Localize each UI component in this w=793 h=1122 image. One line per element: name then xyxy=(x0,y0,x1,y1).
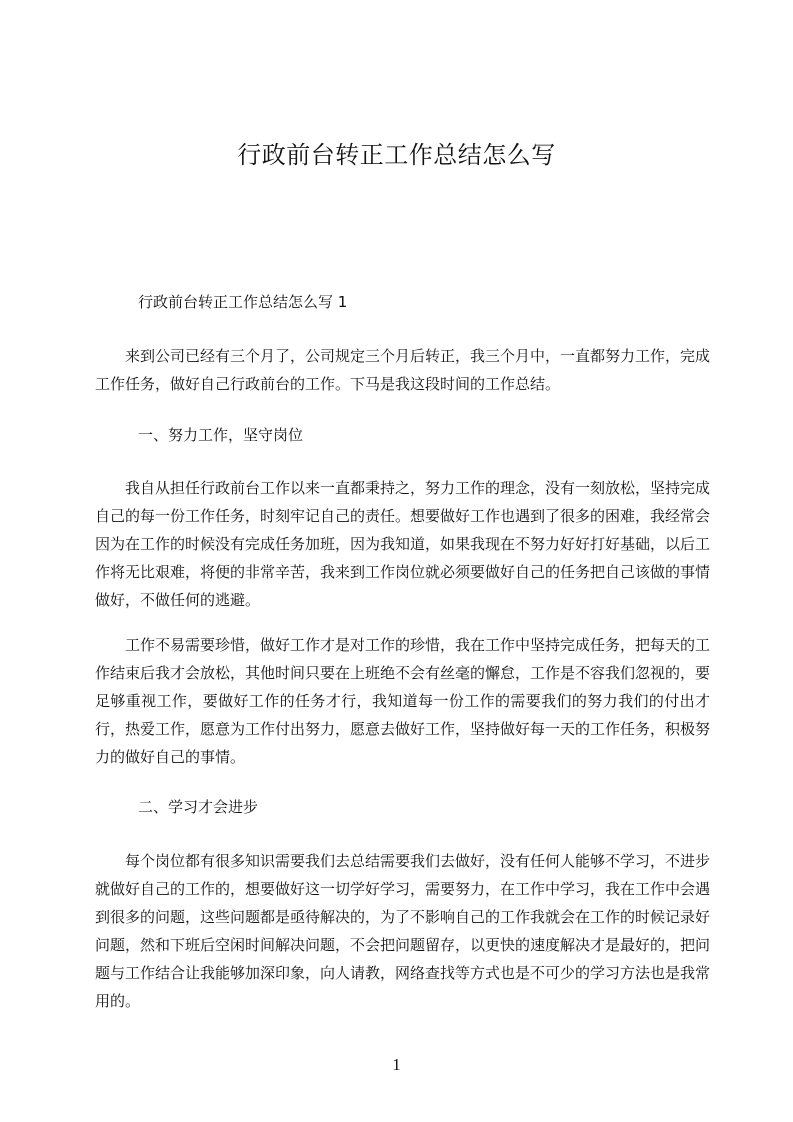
section-1-heading: 一、努力工作，坚守岗位 xyxy=(138,426,304,444)
section-1-paragraph-2: 工作不易需要珍惜，做好工作才是对工作的珍惜，我在工作中坚持完成任务，把每天的工作结束后我才会放松，其他时间只要在上班绝不会有丝毫的懈怠，工作是不容我们忽视的，要足够重视工作，要做好工作的任务才行，我知道每一份工作的需要我们的努力我们的付出才行，热爱工作，愿意为工作付出努力，愿意去做好工作，坚持做好每一天的工作任务，积极努力的做好自己的事情。 xyxy=(95,636,711,766)
section-2-paragraph-1: 每个岗位都有很多知识需要我们去总结需要我们去做好，没有任何人能够不学习，不进步就做好自己的工作的，想要做好这一切学好学习，需要努力，在工作中学习，我在工作中会遇到很多的问题，这些问题都是亟待解决的，为了不影响自己的工作我就会在工作的时候记录好问题，然和下班后空闲时间解决问题，不会把问题留存，以更快的速度解决才是最好的，把问题与工作结合让我能够加深印象，向人请教，网络查找等方式也是不可少的学习方法也是我常用的。 xyxy=(95,852,711,1010)
document-title: 行政前台转正工作总结怎么写 xyxy=(237,141,556,169)
intro-paragraph: 来到公司已经有三个月了，公司规定三个月后转正，我三个月中，一直都努力工作，完成工作任务，做好自己行政前台的工作。下马是我这段时间的工作总结。 xyxy=(95,347,711,393)
page-number: 1 xyxy=(392,1055,401,1074)
section-2-heading: 二、学习才会进步 xyxy=(138,798,259,816)
document-subtitle: 行政前台转正工作总结怎么写 1 xyxy=(138,293,348,311)
section-1-paragraph-1: 我自从担任行政前台工作以来一直都秉持之，努力工作的理念，没有一刻放松，坚持完成自己的每一份工作任务，时刻牢记自己的责任。想要做好工作也遇到了很多的困难，我经常会因为在工作的时候没有完成任务加班，因为我知道，如果我现在不努力好好打好基础，以后工作将无比艰难，将便的非常辛苦，我来到工作岗位就必须要做好自己的任务把自己该做的事情做好，不做任何的逃避。 xyxy=(95,479,711,609)
